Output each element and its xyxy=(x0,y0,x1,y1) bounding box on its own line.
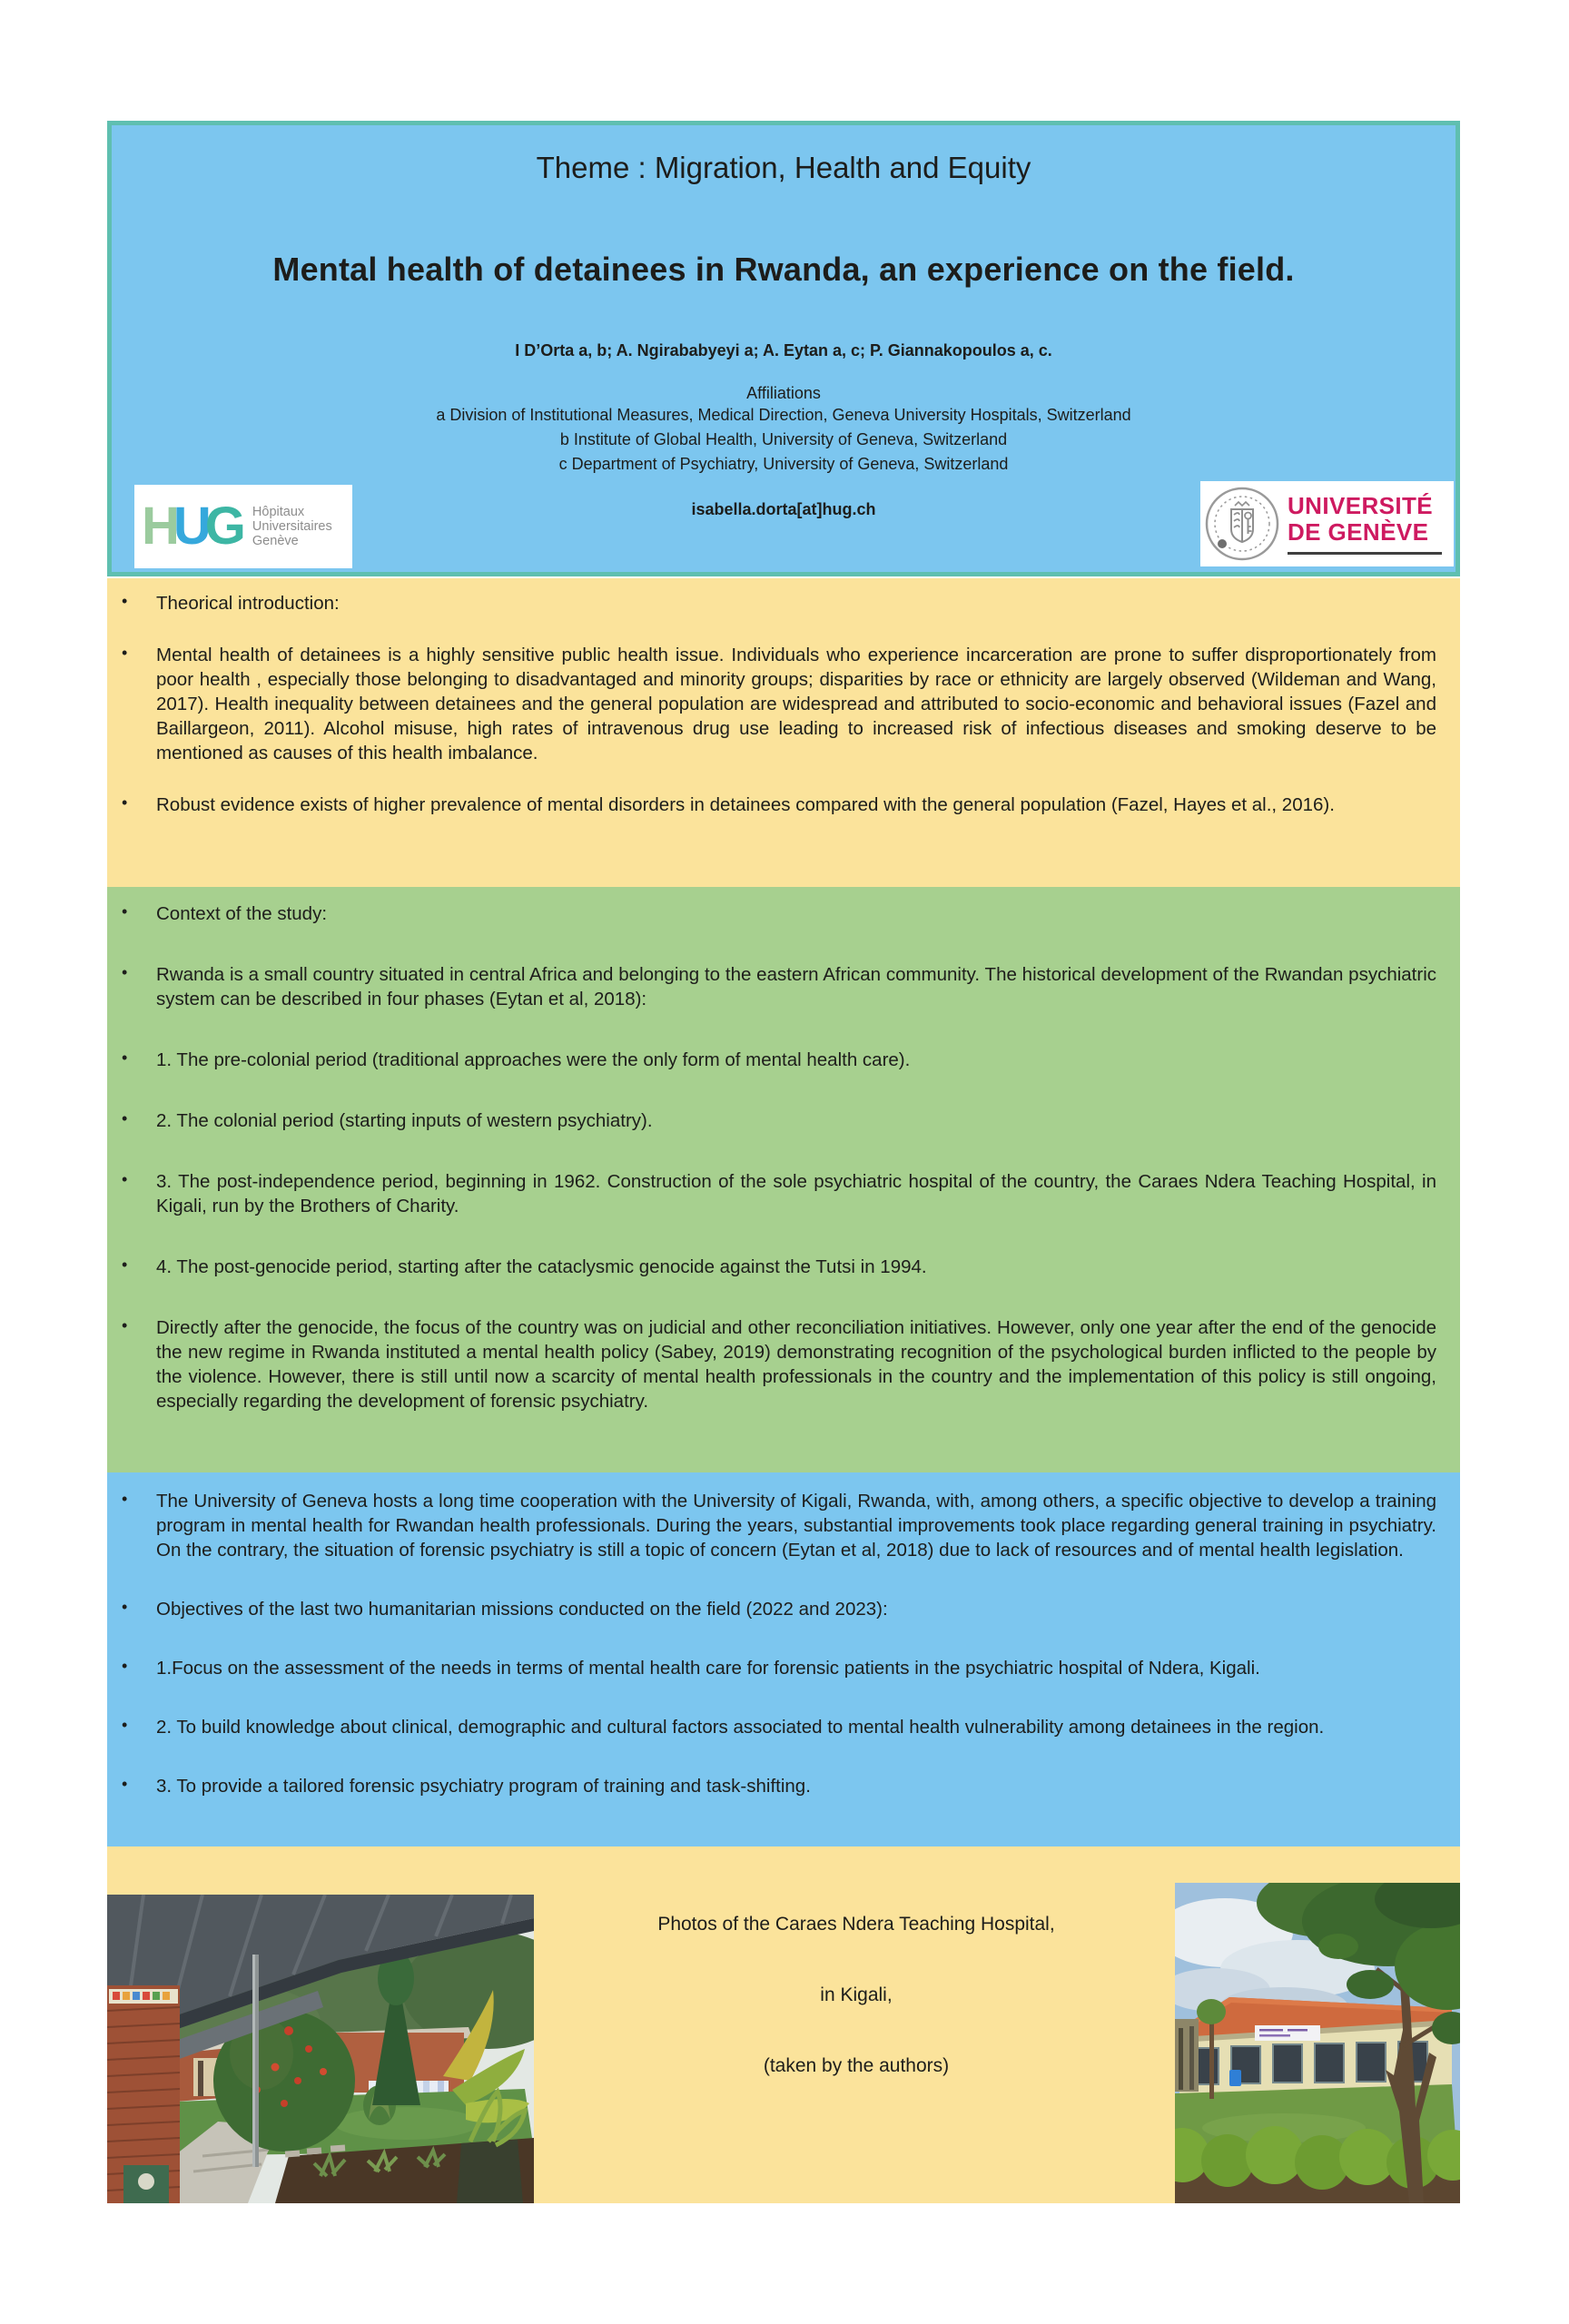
hug-name-line3: Genève xyxy=(252,534,299,548)
caption-line-3: (taken by the authors) xyxy=(763,2055,950,2076)
hug-letter-g: G xyxy=(204,497,240,556)
affiliation-a: a Division of Institutional Measures, Medical Direction, Geneva University Hospitals, Switzerland xyxy=(436,406,1131,424)
bullet-item: • Objectives of the last two humanitarian missions conducted on the field (2022 and 2023): xyxy=(107,1597,1436,1621)
bullet-item: • 2. To build knowledge about clinical, demographic and cultural factors associated to mental health vulnerability among detainees in the region. xyxy=(107,1715,1436,1739)
authors-line: I D’Orta a, b; A. Ngirababyeyi a; A. Eytan a, c; P. Giannakopoulos a, c. xyxy=(515,341,1052,359)
section-context xyxy=(107,887,1460,1472)
hug-letter-h: H xyxy=(142,497,173,556)
poster-title: Mental health of detainees in Rwanda, an experience on the field. xyxy=(272,251,1295,288)
bullet-item: • Mental health of detainees is a highly sensitive public health issue. Individuals who experience incarceration are prone to suffer disproportionately from poor health , especially those belonging to disadvantaged and minority groups; disparities by race or ethnicity are largely observed (Wildeman and Wang, 2017). Health inequality between detainees and the general population are widespread and attributed to socio-economic and behavioral issues (Fazel and Baillargeon, 2011). Alcohol misuse, high rates of intravenous drug use leading to increased risk of infectious diseases and smoking deserve to be mentioned as causes of this health imbalance. xyxy=(107,643,1436,765)
affiliations-heading: Affiliations xyxy=(746,384,821,402)
bullet-item: • Context of the study: xyxy=(107,901,1436,926)
hug-logo xyxy=(134,485,352,568)
contact-email: isabella.dorta[at]hug.ch xyxy=(691,500,876,518)
unige-name-line2: DE GENÈVE xyxy=(1288,518,1429,546)
unige-seal-icon xyxy=(1204,486,1280,562)
section-objectives xyxy=(107,1472,1460,1846)
section-introduction xyxy=(107,578,1460,887)
theme-line: Theme : Migration, Health and Equity xyxy=(536,151,1031,184)
caption-line-1: Photos of the Caraes Ndera Teaching Hospital, xyxy=(657,1914,1055,1935)
bullet-item: • 3. To provide a tailored forensic psychiatry program of training and task-shifting. xyxy=(107,1774,1436,1798)
unige-underline xyxy=(1288,552,1442,555)
section-photos xyxy=(107,1846,1460,2203)
bullet-item: • The University of Geneva hosts a long time cooperation with the University of Kigali, Rwanda, with, among others, a specific objective to develop a training program in mental health for Rwandan health professionals. During the years, substantial improvements took place regarding general training in psychiatry. On the contrary, the situation of forensic psychiatry is still a topic of concern (Eytan et al, 2018) due to lack of resources and of mental health legislation. xyxy=(107,1489,1436,1562)
photo-hospital-courtyard xyxy=(107,1895,534,2203)
unige-name-line1: UNIVERSITÉ xyxy=(1288,492,1434,519)
bullet-item: • 3. The post-independence period, beginning in 1962. Construction of the sole psychiatric hospital of the country, the Caraes Ndera Teaching Hospital, in Kigali, run by the Brothers of Charity. xyxy=(107,1169,1436,1218)
hug-name xyxy=(252,505,332,548)
bullet-item: • Theorical introduction: xyxy=(107,591,1436,615)
bullet-item: • 1. The pre-colonial period (traditional approaches were the only form of mental health care). xyxy=(107,1048,1436,1072)
affiliation-c: c Department of Psychiatry, University of Geneva, Switzerland xyxy=(558,455,1009,473)
bullet-item: • Rwanda is a small country situated in central Africa and belonging to the eastern African community. The historical development of the Rwandan psychiatric system can be described in four phases (Eytan et al, 2018): xyxy=(107,962,1436,1011)
hug-wordmark xyxy=(142,497,240,556)
caption-line-2: in Kigali, xyxy=(820,1984,893,2005)
affiliation-b: b Institute of Global Health, University of Geneva, Switzerland xyxy=(559,430,1008,448)
hug-name-line1: Hôpitaux xyxy=(252,505,305,519)
hug-name-line2: Universitaires xyxy=(252,519,332,534)
header-panel xyxy=(107,121,1460,576)
hug-letter-u: U xyxy=(173,497,205,556)
bullet-item: • Robust evidence exists of higher prevalence of mental disorders in detainees compared with the general population (Fazel, Hayes et al., 2016). xyxy=(107,793,1436,817)
bullet-item: • Directly after the genocide, the focus of the country was on judicial and other reconciliation initiatives. However, only one year after the end of the genocide the new regime in Rwanda instituted a mental health policy (Sabey, 2019) demonstrating recognition of the psychological burden inflicted to the people by the violence. However, there is still until now a scarcity of mental health professionals in the country and the implementation of this policy is still ongoing, especially regarding the development of forensic psychiatry. xyxy=(107,1315,1436,1413)
photo-caption xyxy=(534,1912,1179,2124)
bullet-item: • 2. The colonial period (starting inputs of western psychiatry). xyxy=(107,1108,1436,1133)
bullet-item: • 4. The post-genocide period, starting after the cataclysmic genocide against the Tutsi in 1994. xyxy=(107,1255,1436,1279)
photo-hospital-building xyxy=(1175,1883,1460,2203)
unige-logo xyxy=(1200,481,1454,566)
poster xyxy=(107,121,1460,2203)
bullet-item: • 1.Focus on the assessment of the needs in terms of mental health care for forensic patients in the psychiatric hospital of Ndera, Kigali. xyxy=(107,1656,1436,1680)
unige-name xyxy=(1288,493,1442,555)
